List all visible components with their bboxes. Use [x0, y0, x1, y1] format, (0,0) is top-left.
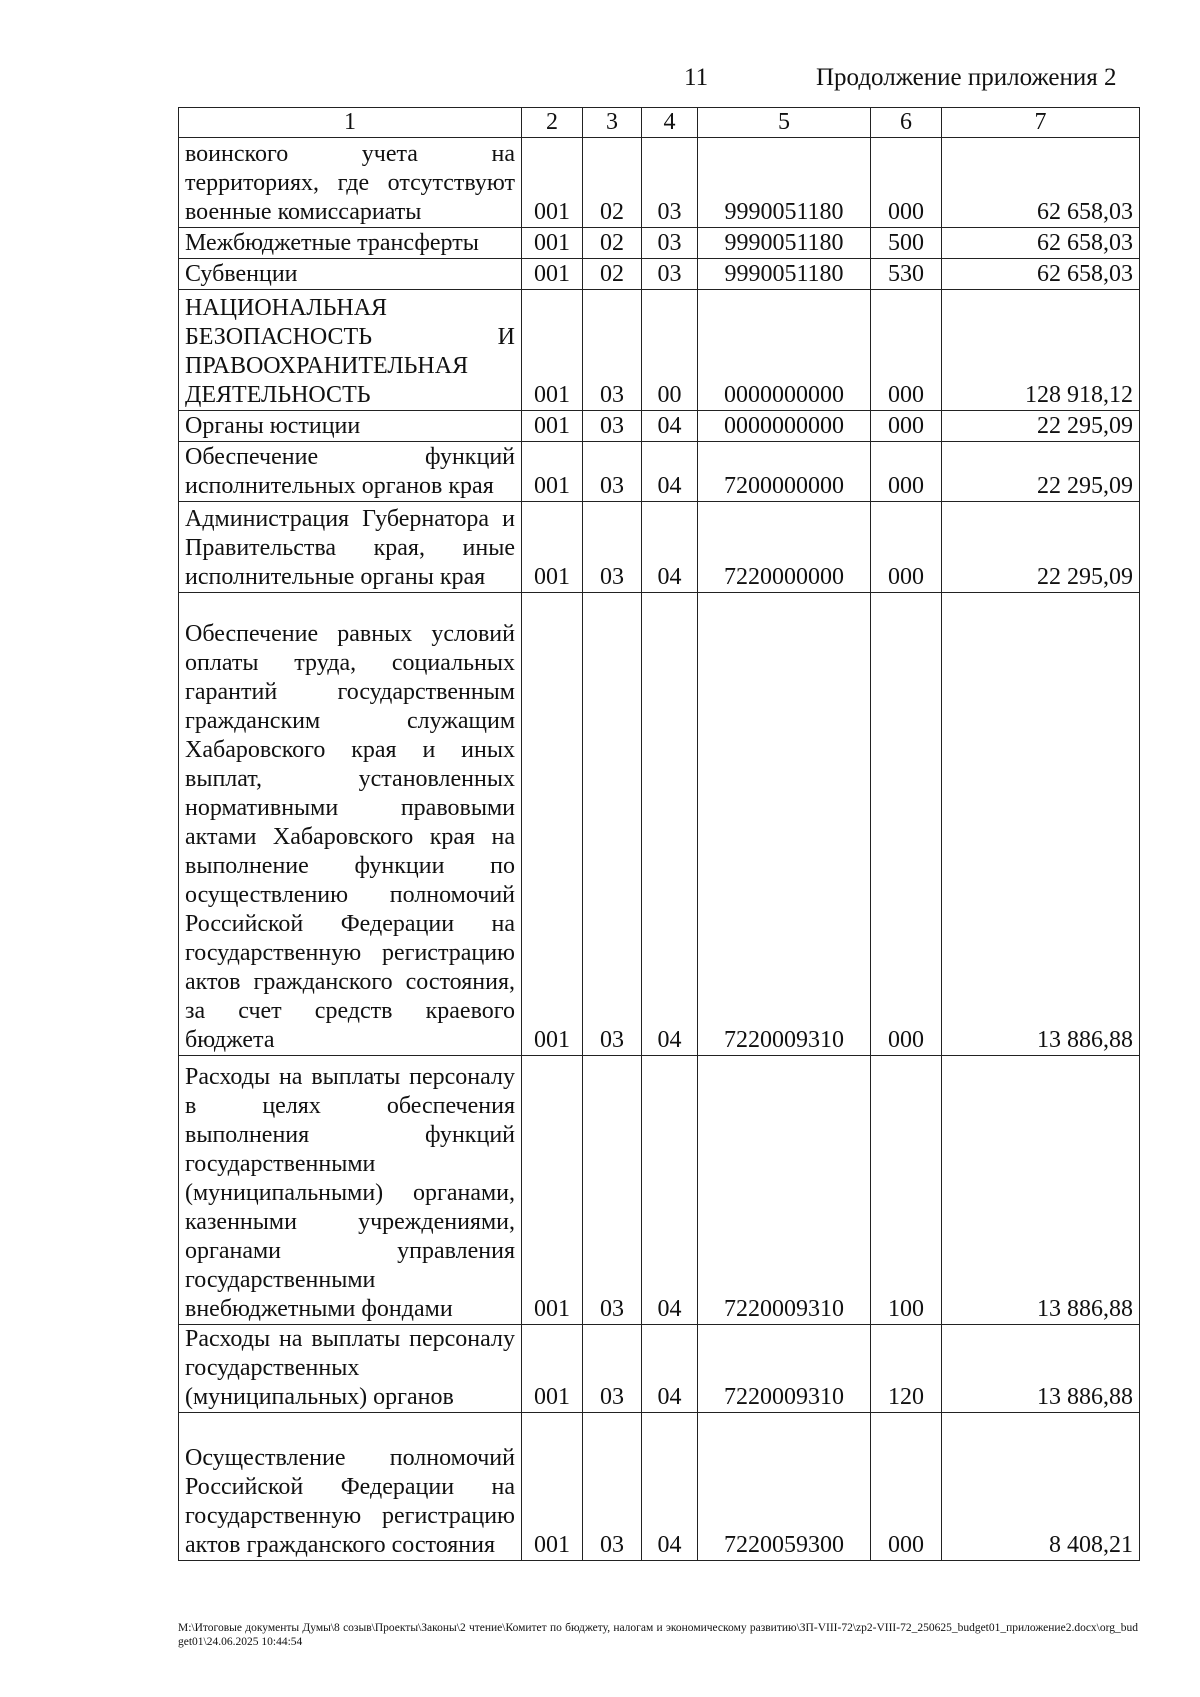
row-code-subsection: 00 — [642, 290, 698, 411]
row-code-admin: 001 — [522, 442, 583, 502]
table-row — [179, 442, 1140, 502]
row-code-subsection: 04 — [642, 411, 698, 442]
row-code-section: 02 — [583, 138, 642, 228]
row-code-expense-type: 000 — [871, 290, 942, 411]
row-code-target: 7220009310 — [698, 1056, 871, 1325]
row-amount: 22 295,09 — [942, 502, 1140, 593]
row-code-admin: 001 — [522, 228, 583, 259]
row-name: НАЦИОНАЛЬНАЯ БЕЗОПАСНОСТЬ И ПРАВООХРАНИТЕЛЬНАЯ ДЕЯТЕЛЬНОСТЬ — [179, 290, 522, 411]
table-row — [179, 411, 1140, 442]
row-code-section: 03 — [583, 1056, 642, 1325]
row-code-expense-type: 000 — [871, 593, 942, 1056]
row-code-admin: 001 — [522, 290, 583, 411]
row-code-subsection: 04 — [642, 593, 698, 1056]
row-name: Расходы на выплаты персоналу в целях обеспечения выполнения функций государственными (муниципальными) органами, казенными учреждениями, органами управления государственными внебюджетными фондами — [179, 1056, 522, 1325]
row-name: Расходы на выплаты персоналу государственных (муниципальных) органов — [179, 1325, 522, 1413]
row-amount: 22 295,09 — [942, 442, 1140, 502]
row-code-section: 03 — [583, 1413, 642, 1561]
row-code-section: 03 — [583, 290, 642, 411]
row-amount: 13 886,88 — [942, 593, 1140, 1056]
row-name: Субвенции — [179, 259, 522, 290]
row-code-expense-type: 000 — [871, 1413, 942, 1561]
column-header: 4 — [642, 108, 698, 138]
row-code-section: 03 — [583, 411, 642, 442]
row-code-expense-type: 000 — [871, 411, 942, 442]
row-code-subsection: 04 — [642, 502, 698, 593]
row-code-target: 7220009310 — [698, 593, 871, 1056]
row-code-section: 03 — [583, 593, 642, 1056]
row-code-expense-type: 100 — [871, 1056, 942, 1325]
column-header: 6 — [871, 108, 942, 138]
row-code-target: 9990051180 — [698, 138, 871, 228]
row-code-target: 9990051180 — [698, 259, 871, 290]
column-header: 3 — [583, 108, 642, 138]
row-amount: 13 886,88 — [942, 1325, 1140, 1413]
row-amount: 62 658,03 — [942, 259, 1140, 290]
row-code-section: 02 — [583, 228, 642, 259]
column-header: 7 — [942, 108, 1140, 138]
row-code-expense-type: 500 — [871, 228, 942, 259]
table-row — [179, 290, 1140, 411]
row-code-admin: 001 — [522, 259, 583, 290]
row-code-target: 0000000000 — [698, 290, 871, 411]
row-name: Обеспечение функций исполнительных органов края — [179, 442, 522, 502]
row-code-target: 0000000000 — [698, 411, 871, 442]
row-code-admin: 001 — [522, 1413, 583, 1561]
row-code-target: 7220009310 — [698, 1325, 871, 1413]
row-code-admin: 001 — [522, 502, 583, 593]
row-name: Осуществление полномочий Российской Федерации на государственную регистрацию актов гражданского состояния — [179, 1413, 522, 1561]
table-row — [179, 593, 1140, 1056]
row-code-subsection: 03 — [642, 259, 698, 290]
row-code-section: 03 — [583, 1325, 642, 1413]
table-row — [179, 138, 1140, 228]
row-code-subsection: 03 — [642, 138, 698, 228]
table-row — [179, 1413, 1140, 1561]
row-code-target: 7220000000 — [698, 502, 871, 593]
row-name: Межбюджетные трансферты — [179, 228, 522, 259]
row-code-subsection: 03 — [642, 228, 698, 259]
column-header: 5 — [698, 108, 871, 138]
column-header-row — [179, 108, 1140, 138]
row-code-section: 03 — [583, 442, 642, 502]
table-row — [179, 259, 1140, 290]
row-code-expense-type: 000 — [871, 502, 942, 593]
row-amount: 13 886,88 — [942, 1056, 1140, 1325]
row-code-section: 03 — [583, 502, 642, 593]
row-name: воинского учета на территориях, где отсутствуют военные комиссариаты — [179, 138, 522, 228]
row-amount: 62 658,03 — [942, 228, 1140, 259]
table-row — [179, 228, 1140, 259]
row-code-admin: 001 — [522, 411, 583, 442]
row-code-subsection: 04 — [642, 1056, 698, 1325]
budget-table — [178, 107, 1140, 1561]
row-code-expense-type: 530 — [871, 259, 942, 290]
page-number: 11 — [684, 64, 709, 91]
row-code-admin: 001 — [522, 1325, 583, 1413]
row-code-expense-type: 000 — [871, 138, 942, 228]
row-code-admin: 001 — [522, 593, 583, 1056]
row-amount: 128 918,12 — [942, 290, 1140, 411]
table-row — [179, 1056, 1140, 1325]
row-code-expense-type: 000 — [871, 442, 942, 502]
row-code-subsection: 04 — [642, 1325, 698, 1413]
row-code-admin: 001 — [522, 138, 583, 228]
column-header: 1 — [179, 108, 522, 138]
row-name: Обеспечение равных условий оплаты труда, социальных гарантий государственным гражданским служащим Хабаровского края и иных выплат, установленных нормативными правовыми актами Хабаровского края на выполнение функции по осуществлению полномочий Российской Федерации на государственную регистрацию актов гражданского состояния, за счет средств краевого бюджета — [179, 593, 522, 1056]
continuation-label: Продолжение приложения 2 — [816, 64, 1117, 91]
row-code-subsection: 04 — [642, 442, 698, 502]
row-code-admin: 001 — [522, 1056, 583, 1325]
row-code-target: 7220059300 — [698, 1413, 871, 1561]
row-code-subsection: 04 — [642, 1413, 698, 1561]
row-code-target: 7200000000 — [698, 442, 871, 502]
row-name: Администрация Губернатора и Правительства края, иные исполнительные органы края — [179, 502, 522, 593]
row-code-target: 9990051180 — [698, 228, 871, 259]
table-row — [179, 502, 1140, 593]
row-name: Органы юстиции — [179, 411, 522, 442]
row-code-section: 02 — [583, 259, 642, 290]
table-row — [179, 1325, 1140, 1413]
row-amount: 22 295,09 — [942, 411, 1140, 442]
row-code-expense-type: 120 — [871, 1325, 942, 1413]
column-header: 2 — [522, 108, 583, 138]
row-amount: 62 658,03 — [942, 138, 1140, 228]
file-path-footer: M:\Итоговые документы Думы\8 созыв\Проекты\Законы\2 чтение\Комитет по бюджету, налогам и экономическому развитию\ЗП-VIII-72\zp2-VIII-72_250625_budget01_приложение2.docx\org_budget01\24.06.2025 10:44:54 — [178, 1622, 1138, 1648]
row-amount: 8 408,21 — [942, 1413, 1140, 1561]
